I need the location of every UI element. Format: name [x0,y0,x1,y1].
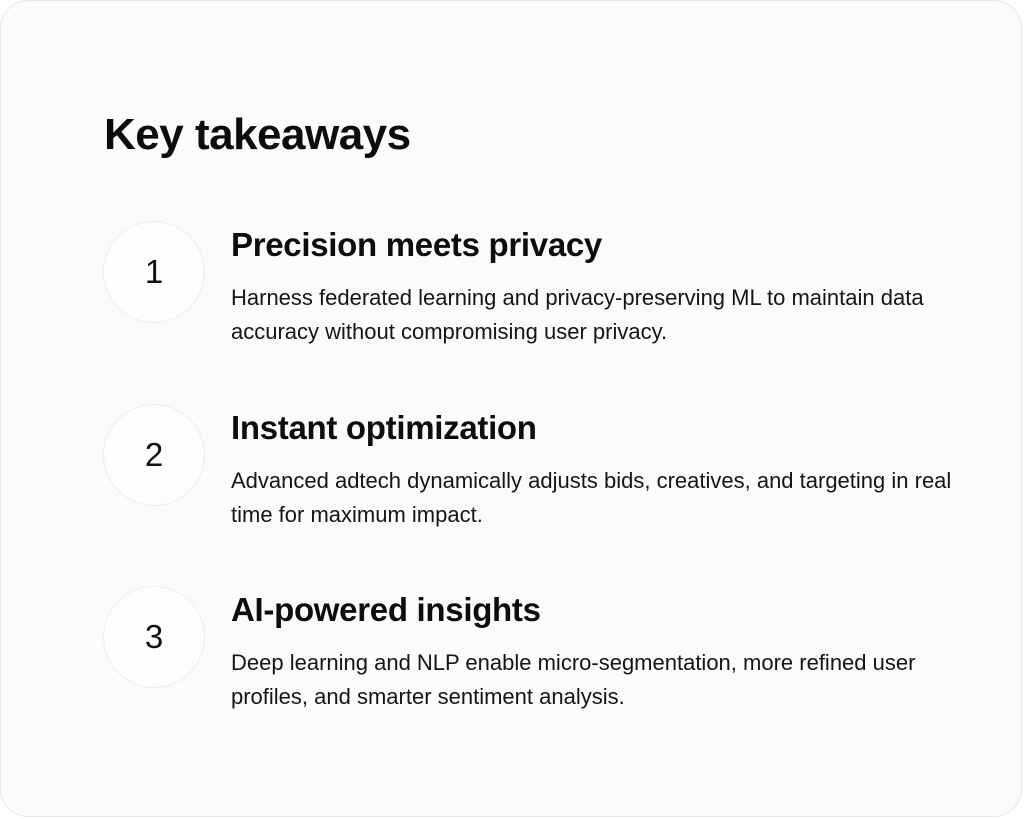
takeaway-item-2 [103,404,983,554]
takeaway-description: Advanced adtech dynamically adjusts bids, creatives, and targeting in real time for maximum impact. [231,468,952,527]
takeaway-description: Deep learning and NLP enable micro-segmentation, more refined user profiles, and smarter sentiment analysis. [231,650,916,709]
takeaway-description: Harness federated learning and privacy-preserving ML to maintain data accuracy without compromising user privacy. [231,285,924,344]
step-number-badge: 3 [103,586,205,688]
takeaway-heading: Instant optimization [231,409,537,446]
takeaway-heading: AI-powered insights [231,591,541,628]
takeaway-item-1 [103,221,983,371]
page-title: Key takeaways [104,110,411,159]
step-number-badge: 2 [103,404,205,506]
step-number-badge: 1 [103,221,205,323]
takeaway-heading: Precision meets privacy [231,226,602,263]
takeaway-item-3 [103,586,983,736]
